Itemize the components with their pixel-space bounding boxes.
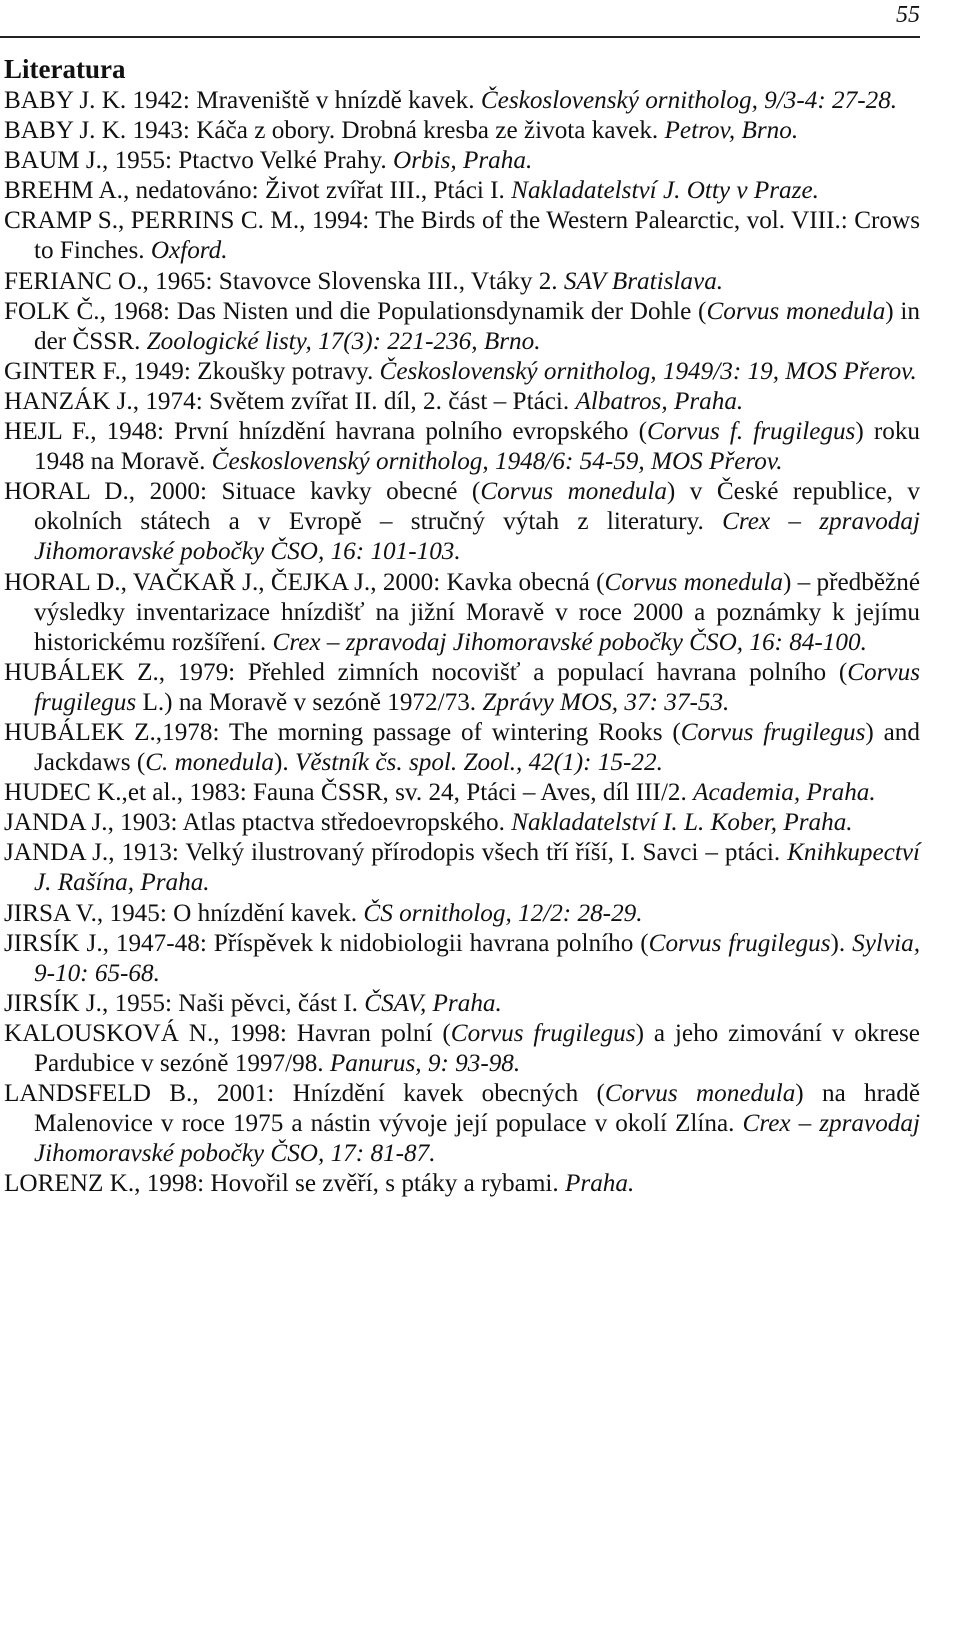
reference-text: ) and Jackdaws ( <box>34 718 920 777</box>
references-section <box>4 54 920 1199</box>
reference-entry <box>4 838 920 898</box>
reference-italic-text: Československý ornitholog, 1948/6: 54-59, MOS Přerov. <box>211 448 783 476</box>
reference-entry <box>4 658 920 718</box>
reference-text: ) v České republice, v okolních státech a v Evropě – stručný výtah z literatury. <box>34 478 921 536</box>
reference-entry <box>4 989 920 1019</box>
reference-text: ) – předběžné výsledky inventarizace hnízdišť na jižní Moravě v roce 2000 a poznámky k jejímu historickému rozšíření. <box>34 568 920 656</box>
reference-entry <box>4 176 920 206</box>
reference-text: HORAL D., 2000: Situace kavky obecné ( <box>4 478 481 506</box>
reference-text: BABY J. K. 1943: Káča z obory. Drobná kresba ze života kavek. <box>4 117 665 145</box>
reference-text: ) in der ČSSR. <box>34 297 920 355</box>
page-number: 55 <box>896 2 920 28</box>
reference-entry <box>4 477 920 567</box>
reference-italic-text: Corvus monedula <box>480 478 667 506</box>
reference-italic-text: Československý ornitholog, 1949/3: 19, MOS Přerov. <box>379 357 917 385</box>
reference-entry <box>4 1169 920 1199</box>
reference-entry <box>4 778 920 808</box>
reference-text: LORENZ K., 1998: Hovořil se zvěří, s ptáky a rybami. <box>4 1170 566 1198</box>
reference-italic-text: Corvus frugilegus <box>450 1019 636 1047</box>
reference-entry <box>4 929 920 989</box>
reference-italic-text: Zprávy MOS, 37: 37-53. <box>482 688 730 716</box>
reference-italic-text: Orbis, Praha. <box>393 147 533 175</box>
reference-italic-text: Corvus frugilegus <box>34 658 920 716</box>
reference-italic-text: Academia, Praha. <box>693 779 876 807</box>
reference-text: HEJL F., 1948: První hnízdění havrana polního evropského ( <box>4 418 647 446</box>
reference-entry <box>4 267 920 297</box>
reference-entry <box>4 86 920 116</box>
reference-italic-text: Sylvia, 9-10: 65-68. <box>34 929 920 987</box>
reference-italic-text: Knihkupectví J. Rašína, Praha. <box>34 839 920 897</box>
reference-italic-text: Oxford. <box>150 237 228 265</box>
reference-italic-text: Praha. <box>565 1170 635 1198</box>
reference-entry <box>4 1079 920 1169</box>
reference-entry <box>4 146 920 176</box>
reference-entry <box>4 808 920 838</box>
reference-text: JANDA J., 1903: Atlas ptactva středoevropského. <box>4 809 512 837</box>
reference-italic-text: Corvus monedula <box>604 1080 796 1108</box>
reference-text: HUBÁLEK Z.,1978: The morning passage of wintering Rooks ( <box>4 718 681 746</box>
reference-text: ). <box>273 749 295 777</box>
header-rule <box>0 36 920 38</box>
reference-text: JIRSÍK J., 1947-48: Příspěvek k nidobiologii havrana polního ( <box>4 929 649 957</box>
reference-text: KALOUSKOVÁ N., 1998: Havran polní ( <box>4 1019 451 1047</box>
reference-entry <box>4 718 920 778</box>
reference-text: HUDEC K.,et al., 1983: Fauna ČSSR, sv. 24, Ptáci – Aves, díl III/2. <box>4 779 694 807</box>
reference-italic-text: Petrov, Brno. <box>664 117 799 145</box>
reference-text: JIRSA V., 1945: O hnízdění kavek. <box>4 899 364 927</box>
reference-italic-text: SAV Bratislava. <box>563 267 724 295</box>
reference-text: FERIANC O., 1965: Stavovce Slovenska III., Vtáky 2. <box>4 267 564 295</box>
reference-entry <box>4 1019 920 1079</box>
reference-text: LANDSFELD B., 2001: Hnízdění kavek obecných ( <box>4 1080 605 1108</box>
reference-text: JANDA J., 1913: Velký ilustrovaný přírodopis všech tří říší, I. Savci – ptáci. <box>4 839 788 867</box>
reference-italic-text: Corvus monedula <box>706 297 886 325</box>
reference-italic-text: Crex – zpravodaj Jihomoravské pobočky ČSO, 16: 84-100. <box>272 628 867 656</box>
reference-text: ). <box>830 929 853 957</box>
reference-entry <box>4 568 920 658</box>
reference-text: FOLK Č., 1968: Das Nisten und die Populationsdynamik der Dohle ( <box>4 297 707 325</box>
reference-text: ) roku 1948 na Moravě. <box>34 418 921 476</box>
reference-italic-text: Corvus frugilegus <box>680 718 866 746</box>
reference-text: GINTER F., 1949: Zkoušky potravy. <box>4 357 380 385</box>
reference-text: L.) na Moravě v sezóně 1972/73. <box>136 688 483 716</box>
reference-italic-text: Albatros, Praha. <box>575 387 744 415</box>
reference-text: ) a jeho zimování v okrese Pardubice v sezóně 1997/98. <box>34 1019 920 1077</box>
section-title: Literatura <box>4 54 126 84</box>
reference-italic-text: Crex – zpravodaj Jihomoravské pobočky ČSO, 16: 101-103. <box>34 508 920 566</box>
reference-italic-text: Panurus, 9: 93-98. <box>329 1050 521 1077</box>
reference-italic-text: Corvus f. frugilegus <box>646 418 856 446</box>
reference-text: JIRSÍK J., 1955: Naši pěvci, část I. <box>4 989 365 1017</box>
reference-italic-text: ČSAV, Praha. <box>364 989 502 1017</box>
reference-text: HANZÁK J., 1974: Světem zvířat II. díl, 2. část – Ptáci. <box>4 387 576 415</box>
reference-text: ) na hradě Malenovice v roce 1975 a nástin vývoje její populace v okolí Zlína. <box>34 1080 920 1138</box>
reference-italic-text: Crex – zpravodaj Jihomoravské pobočky ČSO, 17: 81-87. <box>34 1110 920 1168</box>
reference-text: HUBÁLEK Z., 1979: Přehled zimních nocovišť a populací havrana polního ( <box>4 658 848 686</box>
reference-text: CRAMP S., PERRINS C. M., 1994: The Birds of the Western Palearctic, vol. VIII.: Crows to Finches. <box>4 207 920 265</box>
reference-italic-text: Československý ornitholog, 9/3-4: 27-28. <box>480 87 898 114</box>
reference-italic-text: Corvus monedula <box>604 568 783 596</box>
reference-italic-text: Corvus frugilegus <box>648 929 831 957</box>
reference-entry <box>4 206 920 266</box>
reference-entry <box>4 899 920 929</box>
reference-italic-text: Zoologické listy, 17(3): 221-236, Brno. <box>146 327 541 355</box>
reference-italic-text: Nakladatelství I. L. Kober, Praha. <box>511 809 853 837</box>
reference-entry <box>4 357 920 387</box>
reference-entry <box>4 116 920 146</box>
reference-text: HORAL D., VAČKAŘ J., ČEJKA J., 2000: Kavka obecná ( <box>4 568 605 596</box>
reference-list <box>4 86 920 1199</box>
reference-entry <box>4 387 920 417</box>
reference-text: BREHM A., nedatováno: Život zvířat III., Ptáci I. <box>4 177 512 205</box>
reference-italic-text: Věstník čs. spol. Zool., 42(1): 15-22. <box>294 749 663 777</box>
reference-italic-text: C. monedula <box>145 749 274 777</box>
reference-entry <box>4 417 920 477</box>
reference-text: BAUM J., 1955: Ptactvo Velké Prahy. <box>4 147 393 175</box>
reference-entry <box>4 297 920 357</box>
reference-text: BABY J. K. 1942: Mraveniště v hnízdě kavek. <box>4 87 481 114</box>
reference-italic-text: ČS ornitholog, 12/2: 28-29. <box>363 899 643 927</box>
reference-italic-text: Nakladatelství J. Otty v Praze. <box>511 177 819 205</box>
